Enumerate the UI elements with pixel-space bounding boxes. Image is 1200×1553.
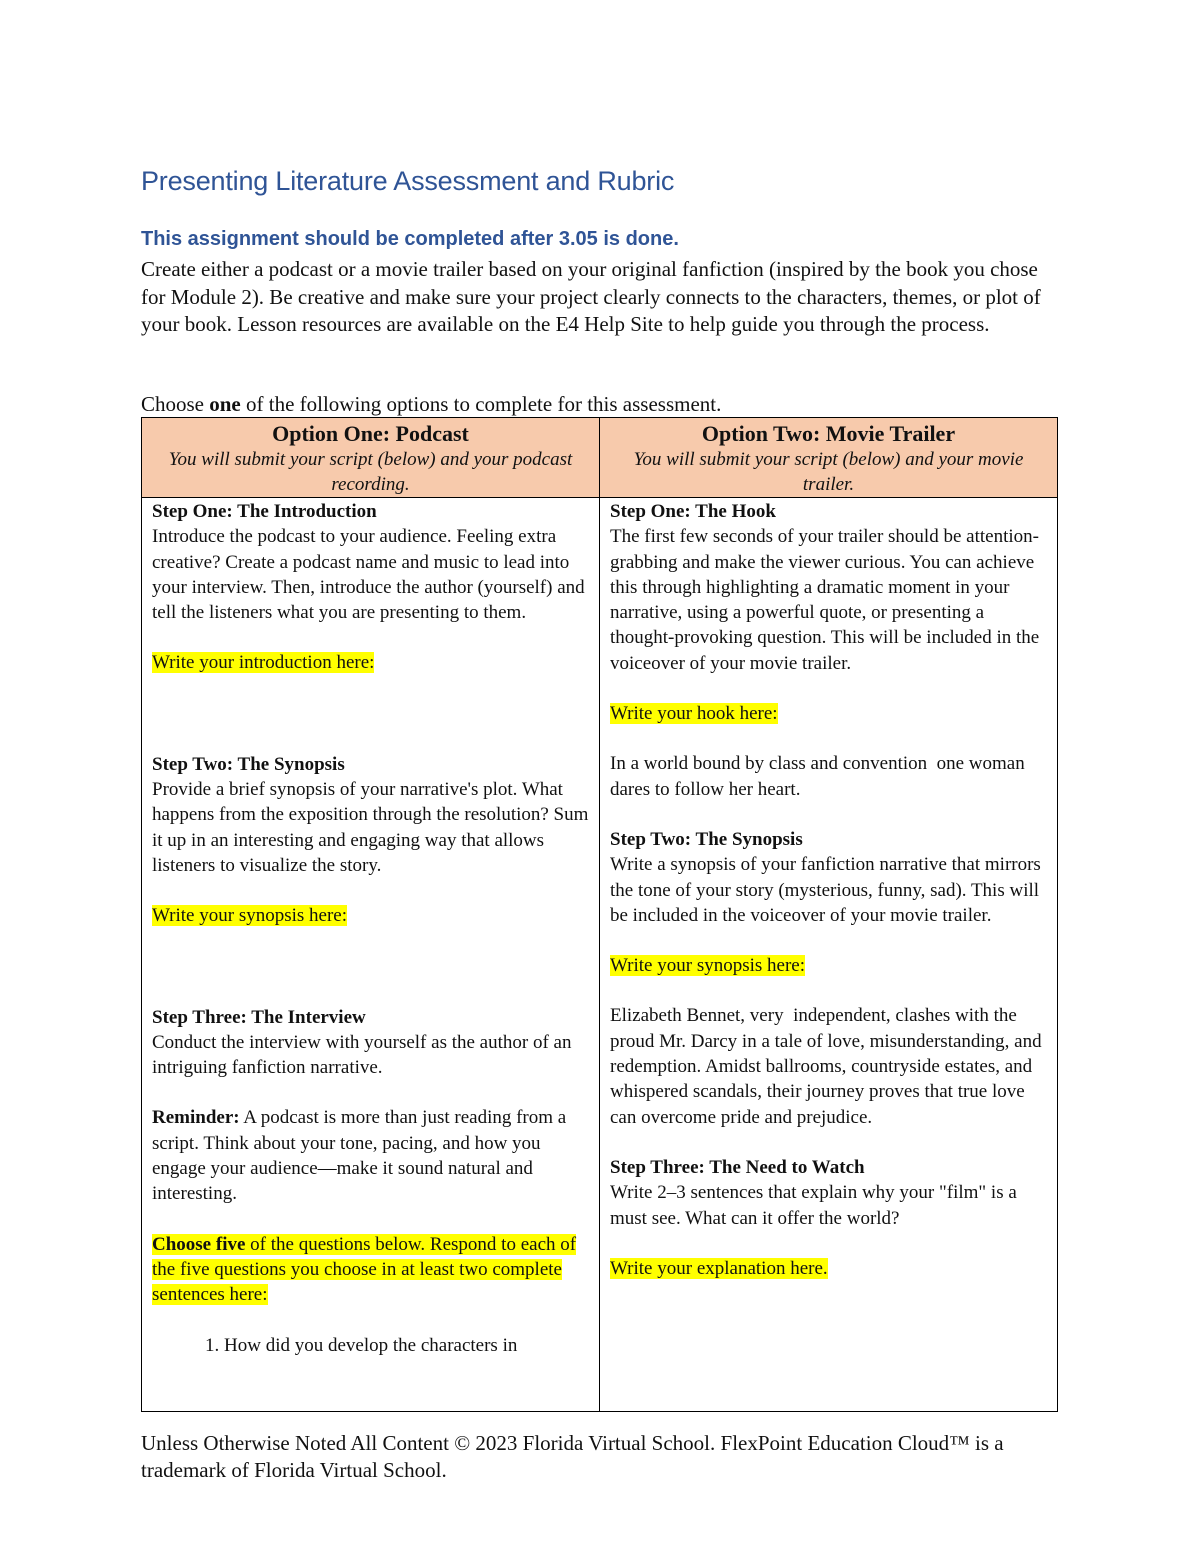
trailer-synopsis-answer[interactable]: Elizabeth Bennet, very independent, clashes with the proud Mr. Darcy in a tale of love, misunderstanding, and redemption. Amidst ballrooms, countryside estates, and whispered scandals, their journey proves that true love can overcome pride and prejudice. <box>610 1005 1047 1128</box>
options-header-row <box>142 418 1058 498</box>
reminder-text: A podcast is more than just reading from a script. Think about your tone, pacing, and how you engage your audience—make it sound natural and interesting. <box>152 1107 567 1205</box>
choose-five-text: of the questions below. Respond to each of the five questions you choose in at least two complete sentences here: <box>152 1233 577 1306</box>
trailer-explanation-prompt[interactable]: Write your explanation here. <box>610 1257 828 1279</box>
option-two-title: Option Two: Movie Trailer <box>701 421 956 446</box>
trailer-step-two-text: Write a synopsis of your fanfiction narrative that mirrors the tone of your story (mysterious, funny, sad). This will be included in the voiceover of your movie trailer. <box>610 854 1041 926</box>
trailer-step-one-heading: Step One: The Hook <box>610 501 776 522</box>
podcast-step-one-heading: Step One: The Introduction <box>152 501 377 522</box>
podcast-introduction-prompt[interactable]: Write your introduction here: <box>152 652 375 674</box>
interview-question: 1. How did you develop the characters in <box>224 1333 589 1358</box>
option-two-header <box>600 418 1058 498</box>
page-title: Presenting Literature Assessment and Rubric <box>141 166 675 196</box>
reminder-label: Reminder: <box>152 1107 240 1129</box>
assignment-timing-note: This assignment should be completed after 3.05 is done. <box>141 228 679 250</box>
copyright-footer: Unless Otherwise Noted All Content © 2023 Florida Virtual School. FlexPoint Education Cloud™ is a trademark of Florida Virtual School. <box>141 1431 1004 1482</box>
podcast-questions-prompt[interactable] <box>152 1232 589 1308</box>
trailer-hook-prompt[interactable]: Write your hook here: <box>610 703 778 725</box>
podcast-step-three-text: Conduct the interview with yourself as the author of an intriguing fanfiction narrative. <box>152 1031 572 1079</box>
options-body-row <box>142 498 1058 1412</box>
option-two-cell <box>600 498 1058 1412</box>
trailer-synopsis-prompt[interactable]: Write your synopsis here: <box>610 955 806 977</box>
option-one-title: Option One: Podcast <box>272 421 469 446</box>
intro-paragraph: Create either a podcast or a movie trailer based on your original fanfiction (inspired by the book you chose for Module 2). Be creative and make sure your project clearly connects to the characters, themes, or plot of your book. Lesson resources are available on the E4 Help Site to help guide you through the process. <box>141 257 1041 336</box>
option-one-cell <box>142 498 600 1412</box>
option-one-subtitle: You will submit your script (below) and your podcast recording. <box>168 449 573 495</box>
interview-question-list <box>152 1333 589 1358</box>
choose-instruction <box>141 391 721 418</box>
trailer-step-three-text: Write 2–3 sentences that explain why your "film" is a must see. What can it offer the world? <box>610 1182 1017 1229</box>
podcast-step-one-text: Introduce the podcast to your audience. Feeling extra creative? Create a podcast name and music to lead into your interview. Then, introduce the author (yourself) and tell the listeners what you are presenting to them. <box>152 526 585 624</box>
podcast-step-two-text: Provide a brief synopsis of your narrative's plot. What happens from the exposition through the resolution? Sum it up in an interesting and engaging way that allows listeners to visualize the story. <box>152 779 589 876</box>
podcast-synopsis-prompt[interactable]: Write your synopsis here: <box>152 905 348 927</box>
choose-after: of the following options to complete for this assessment. <box>240 392 722 416</box>
podcast-step-two-heading: Step Two: The Synopsis <box>152 753 345 775</box>
trailer-step-one-text: The first few seconds of your trailer should be attention-grabbing and make the viewer curious. You can achieve this through highlighting a dramatic moment in your narrative, using a powerful quote, or presenting a thought-provoking question. This will be included in the voiceover of your movie trailer. <box>610 526 1040 674</box>
choose-before: Choose <box>141 392 210 416</box>
trailer-hook-answer[interactable]: In a world bound by class and convention one woman dares to follow her heart. <box>610 753 1030 800</box>
choose-five-label: Choose five <box>152 1233 246 1255</box>
podcast-step-three-heading: Step Three: The Interview <box>152 1006 366 1028</box>
podcast-reminder <box>152 1105 589 1206</box>
options-table <box>141 417 1058 1412</box>
trailer-step-two-heading: Step Two: The Synopsis <box>610 828 803 850</box>
option-two-subtitle: You will submit your script (below) and your movie trailer. <box>633 449 1024 495</box>
choose-bold-word: one <box>209 392 241 416</box>
option-one-header <box>142 418 600 498</box>
trailer-step-three-heading: Step Three: The Need to Watch <box>610 1156 865 1178</box>
